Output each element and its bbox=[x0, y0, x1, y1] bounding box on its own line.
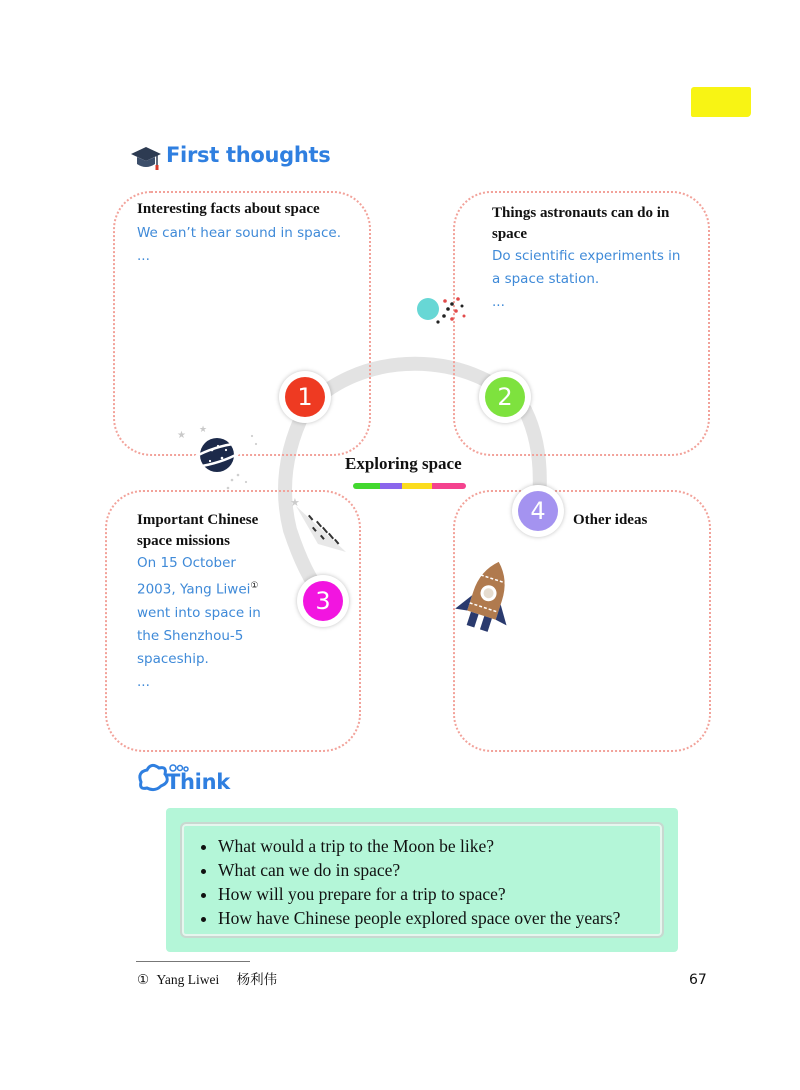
think-questions-box bbox=[180, 822, 664, 938]
first-thoughts-title: First thoughts bbox=[166, 143, 331, 167]
planet-icon bbox=[172, 420, 262, 495]
astronauts-line-2: ... bbox=[492, 294, 505, 310]
facts-line-1: We can’t hear sound in space. bbox=[137, 225, 342, 241]
page-number: 67 bbox=[689, 972, 707, 988]
color-bar-pink bbox=[432, 483, 466, 489]
missions-box-text bbox=[137, 552, 265, 694]
facts-box-title: Interesting facts about space bbox=[137, 201, 320, 217]
think-question-4: • How have Chinese people explored space over the years? bbox=[218, 906, 662, 930]
badge-1-circle: 1 bbox=[285, 377, 325, 417]
shooting-star-icon bbox=[288, 494, 354, 560]
footnote-name: Yang Liwei bbox=[156, 972, 220, 987]
missions-text-after: went into space in the Shenzhou-5 spaceship. bbox=[137, 604, 261, 667]
badge-1 bbox=[279, 371, 331, 423]
think-questions-list bbox=[182, 834, 662, 930]
astronauts-box-text bbox=[492, 245, 692, 314]
rocket-icon bbox=[452, 556, 522, 640]
missions-ellipsis: ... bbox=[137, 673, 150, 690]
badge-2 bbox=[479, 371, 531, 423]
svg-text:★: ★ bbox=[199, 425, 208, 435]
footnote-mark: ① bbox=[137, 972, 150, 987]
color-bar bbox=[353, 483, 466, 489]
graduation-cap-icon bbox=[130, 144, 162, 176]
badge-4 bbox=[512, 485, 564, 537]
badge-2-circle: 2 bbox=[485, 377, 525, 417]
svg-text:★: ★ bbox=[177, 430, 186, 441]
other-ideas-title: Other ideas bbox=[573, 512, 648, 528]
yellow-tab-marker bbox=[691, 87, 751, 117]
badge-3 bbox=[297, 575, 349, 627]
missions-box-title: Important Chinese space missions bbox=[137, 512, 259, 549]
astronauts-line-1: Do scientific experiments in a space station. bbox=[492, 248, 681, 287]
footnote-divider bbox=[136, 961, 250, 962]
footnote-chinese: 杨利伟 bbox=[236, 972, 278, 988]
think-question-2: • What can we do in space? bbox=[218, 858, 662, 882]
astronauts-box-title: Things astronauts can do in space bbox=[492, 205, 670, 242]
color-bar-green bbox=[353, 483, 380, 489]
color-bar-yellow bbox=[402, 483, 432, 489]
footnote bbox=[137, 968, 277, 988]
think-title: Think bbox=[166, 770, 230, 794]
svg-text:★: ★ bbox=[290, 496, 300, 509]
facts-line-2: ... bbox=[137, 248, 150, 264]
missions-footnote-mark: ① bbox=[250, 581, 259, 591]
missions-text-before: On 15 October 2003, Yang Liwei bbox=[137, 555, 251, 598]
badge-4-circle: 4 bbox=[518, 491, 558, 531]
comet-icon bbox=[410, 292, 472, 334]
think-question-1: • What would a trip to the Moon be like? bbox=[218, 834, 662, 858]
think-question-3: • How will you prepare for a trip to space? bbox=[218, 882, 662, 906]
color-bar-purple bbox=[380, 483, 402, 489]
facts-box-text bbox=[137, 222, 362, 268]
exploring-space-title: Exploring space bbox=[345, 454, 462, 473]
badge-3-circle: 3 bbox=[303, 581, 343, 621]
